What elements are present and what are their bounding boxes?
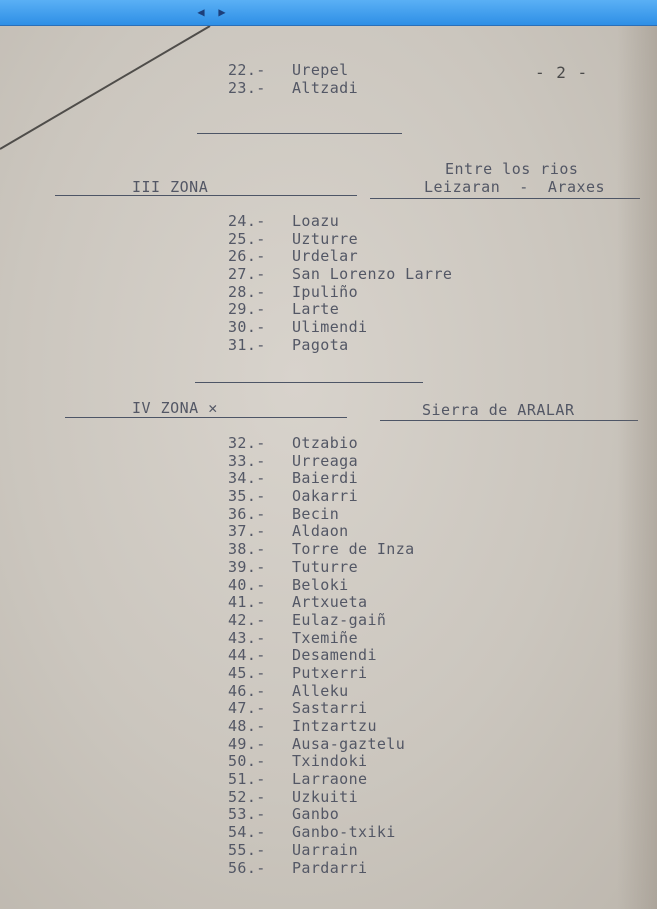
- zone3-title-underline: [55, 195, 357, 196]
- list-item: 56.- Pardarri: [228, 858, 368, 877]
- list-item: 48.- Intzartzu: [228, 717, 377, 735]
- zone3-region-line2: Leizaran - Araxes: [424, 178, 606, 196]
- page-number: - 2 -: [535, 63, 589, 82]
- zone4-region-underline: [380, 420, 638, 421]
- list-item: 43.- Txemiñe: [228, 628, 359, 647]
- list-item: 47.- Sastarri: [228, 699, 368, 718]
- list-item: 38.- Torre de Inza: [228, 540, 415, 559]
- zone3-list: [228, 213, 452, 355]
- list-item: 49.- Ausa-gaztelu: [228, 734, 406, 753]
- list-item: 45.- Putxerri: [228, 663, 368, 682]
- chevron-right-icon[interactable]: ▶: [218, 5, 226, 19]
- list-item: 42.- Eulaz-gaiñ: [228, 610, 387, 629]
- list-item: 36.- Becin: [228, 504, 340, 523]
- list-item: 39.- Tuturre: [228, 557, 359, 576]
- section-divider: [197, 133, 402, 134]
- list-item: 44.- Desamendi: [228, 646, 377, 665]
- list-item: 22.- Urepel: [228, 61, 349, 79]
- zone3-title: III ZONA: [132, 178, 209, 196]
- list-item: 33.- Urreaga: [228, 451, 359, 470]
- list-item: 25.- Uzturre: [228, 229, 359, 248]
- list-item: 52.- Uzkuiti: [228, 787, 359, 806]
- zone4-region: Sierra de ARALAR: [422, 401, 575, 419]
- list-item: 26.- Urdelar: [228, 247, 359, 266]
- zone4-title: IV ZONA ✕: [132, 399, 218, 417]
- list-item: 32.- Otzabio: [228, 434, 359, 452]
- document-page: [0, 26, 657, 909]
- chevron-left-icon[interactable]: ◀: [197, 5, 205, 19]
- list-item: 30.- Ulimendi: [228, 318, 368, 337]
- zone4-title-underline: [65, 417, 347, 418]
- list-item: 23.- Altzadi: [228, 78, 359, 97]
- list-item: 41.- Artxueta: [228, 593, 368, 612]
- list-item: 31.- Pagota: [228, 335, 349, 354]
- list-item: 28.- Ipuliño: [228, 282, 359, 301]
- zone4-list: [228, 435, 415, 877]
- list-item: 40.- Beloki: [228, 575, 349, 594]
- list-item: 51.- Larraone: [228, 770, 368, 789]
- section-divider: [195, 382, 423, 383]
- list-item: 53.- Ganbo: [228, 805, 340, 824]
- list-item: 46.- Alleku: [228, 681, 349, 700]
- list-item: 50.- Txindoki: [228, 752, 368, 771]
- list-item: 37.- Aldaon: [228, 522, 349, 541]
- list-item: 29.- Larte: [228, 300, 340, 319]
- zone3-region-underline: [370, 198, 640, 199]
- viewer-toolbar: [0, 0, 657, 26]
- list-item: 35.- Oakarri: [228, 487, 359, 506]
- list-item: 34.- Baierdi: [228, 469, 359, 488]
- list-item: 24.- Loazu: [228, 212, 340, 230]
- list-item: 27.- San Lorenzo Larre: [228, 265, 453, 284]
- zone2-list: [228, 62, 358, 97]
- list-item: 55.- Uarrain: [228, 840, 359, 859]
- list-item: 54.- Ganbo-txiki: [228, 823, 396, 842]
- zone3-region-line1: Entre los rios: [445, 160, 579, 178]
